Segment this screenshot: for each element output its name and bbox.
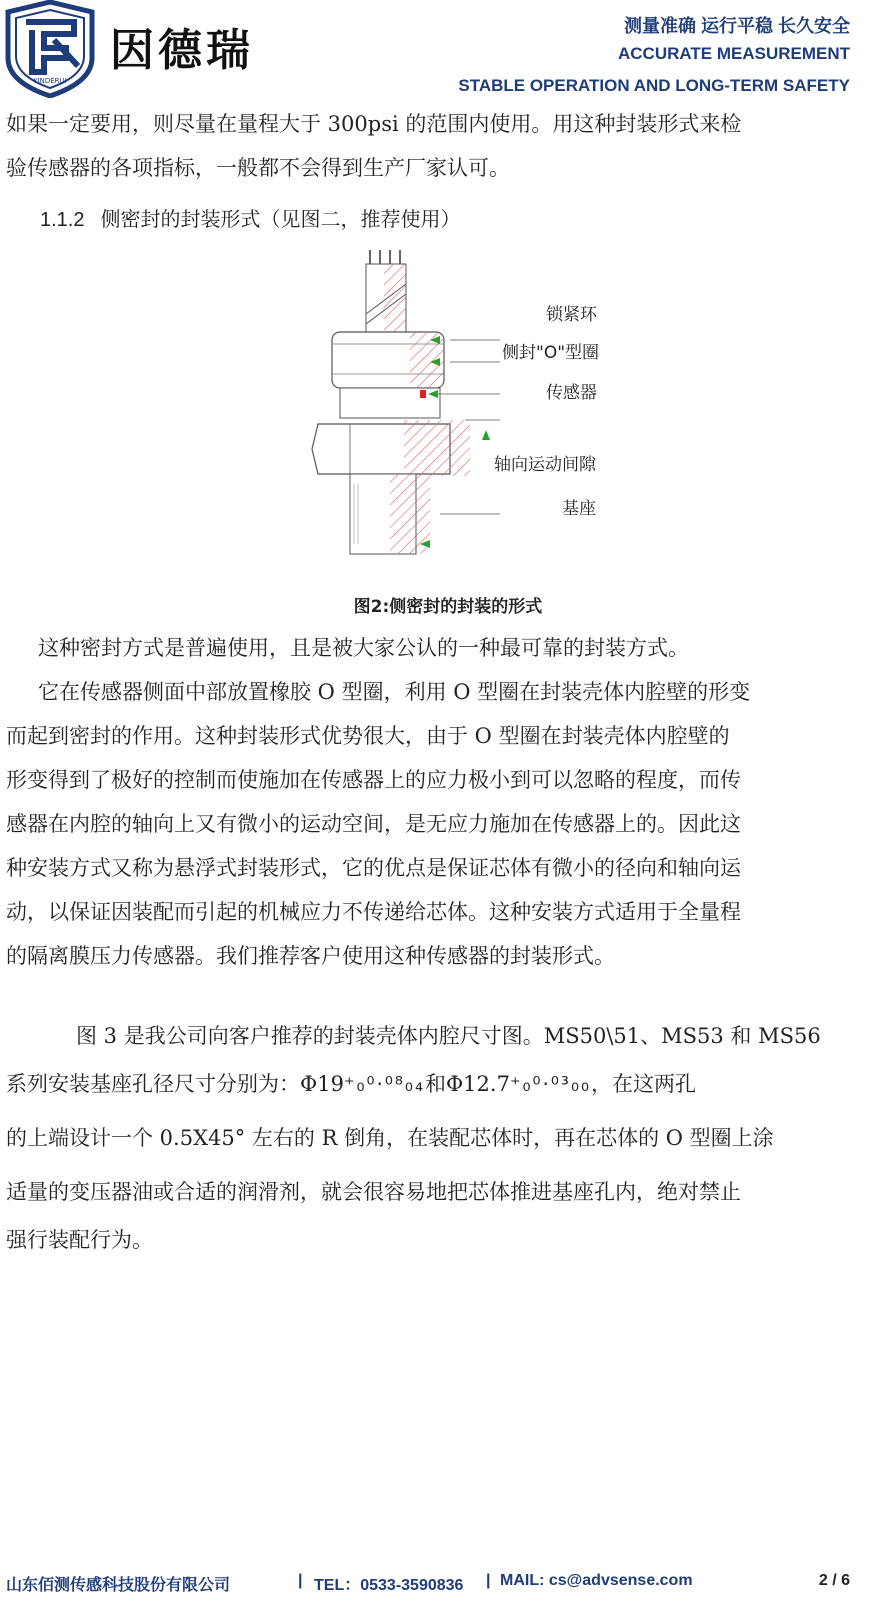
- label-axial-gap: 轴向运动间隙: [494, 455, 596, 475]
- paragraph-3-line-1: 它在传感器侧面中部放置橡胶 O 型圈，利用 O 型圈在封装壳体内腔壁的形变: [38, 680, 751, 704]
- slogan-en-line1: ACCURATE MEASUREMENT: [617, 44, 850, 63]
- paragraph-3: [6, 670, 854, 978]
- company-logo-text: 因德瑞: [110, 25, 254, 76]
- tolerance-1: ⁺₀⁰·⁰⁸₀₄: [343, 1072, 425, 1096]
- paragraph-3-line-3: 形变得到了极好的控制而使施加在传感器上的应力极小到可以忽略的程度，而传: [6, 768, 741, 792]
- hole-size-text-a: 系列安装基座孔径尺寸分别为：Φ19: [6, 1072, 344, 1096]
- paragraph-4-line-4: 适量的变压器油或合适的润滑剂，就会很容易地把芯体推进基座孔内，绝对禁止: [6, 1180, 741, 1204]
- hole-size-text-b: 和Φ12.7: [424, 1072, 510, 1096]
- page-footer: [0, 1560, 896, 1600]
- footer-company: 山东佰测传感科技股份有限公司: [6, 1577, 231, 1594]
- paragraph-3-line-6: 动，以保证因装配而引起的机械应力不传递给芯体。这种安装方式适用于全量程: [6, 900, 741, 924]
- page-number: 2 / 6: [818, 1572, 850, 1589]
- paragraph-1-line-1: 如果一定要用，则尽量在量程大于 300psi 的范围内使用。用这种封装形式来检: [6, 112, 742, 136]
- paragraph-1: [6, 102, 854, 190]
- footer-mail-link[interactable]: MAIL: cs@advsense.com: [500, 1572, 693, 1589]
- tolerance-2: ⁺₀⁰·⁰³₀₀: [509, 1072, 591, 1096]
- paragraph-3-line-5: 种安装方式又称为悬浮式封装形式，它的优点是保证芯体有微小的径向和轴向运: [6, 856, 741, 880]
- paragraph-3-line-2: 而起到密封的作用。这种封装形式优势很大，由于 O 型圈在封装壳体内腔壁的: [6, 724, 730, 748]
- label-lock-ring: 锁紧环: [546, 305, 597, 325]
- figure-caption: 图2:侧密封的封装的形式: [353, 597, 543, 617]
- footer-tel: TEL：0533-3590836: [314, 1577, 464, 1594]
- section-title: 侧密封的封装形式（见图二，推荐使用）: [100, 207, 461, 231]
- company-logo-icon: [4, 0, 96, 98]
- paragraph-1-line-2: 验传感器的各项指标，一般都不会得到生产厂家认可。: [6, 156, 510, 180]
- paragraph-4-line-2: [6, 1060, 854, 1108]
- lead-wires: [370, 250, 400, 264]
- label-sensor: 传感器: [546, 383, 597, 403]
- label-base: 基座: [562, 499, 596, 519]
- side-seal-diagram: [300, 244, 630, 574]
- footer-separator: |: [486, 1572, 491, 1589]
- hole-size-text-c: ，在这两孔: [590, 1072, 696, 1096]
- paragraph-4-line-3: 的上端设计一个 0.5X45° 左右的 R 倒角，在装配芯体时，再在芯体的 O 型圈上涂: [6, 1126, 774, 1150]
- section-heading: [40, 204, 460, 235]
- slogan-en-line2: STABLE OPERATION AND LONG-TERM SAFETY: [458, 76, 850, 95]
- section-number: 1.1.2: [40, 209, 85, 231]
- label-side-seal: 侧封"O"型圈: [502, 343, 600, 363]
- paragraph-4-line-1: 图 3 是我公司向客户推荐的封装壳体内腔尺寸图。MS50\51、MS53 和 MS56: [76, 1024, 821, 1048]
- slogan-cn: 测量准确 运行平稳 长久安全: [623, 16, 850, 36]
- footer-separator: |: [298, 1572, 303, 1589]
- page-header: [0, 0, 896, 100]
- paragraph-3-line-4: 感器在内腔的轴向上又有微小的运动空间，是无应力施加在传感器上的。因此这: [6, 812, 741, 836]
- paragraph-4-line-5: 强行装配行为。: [6, 1228, 153, 1252]
- paragraph-4: [6, 1012, 854, 1264]
- sensor-chip: [420, 390, 426, 398]
- paragraph-3-line-7: 的隔离膜压力传感器。我们推荐客户使用这种传感器的封装形式。: [6, 944, 615, 968]
- logo-badge-text: YINDERUI: [33, 77, 67, 85]
- paragraph-2: 这种密封方式是普遍使用，且是被大家公认的一种最可靠的封装方式。: [38, 636, 689, 660]
